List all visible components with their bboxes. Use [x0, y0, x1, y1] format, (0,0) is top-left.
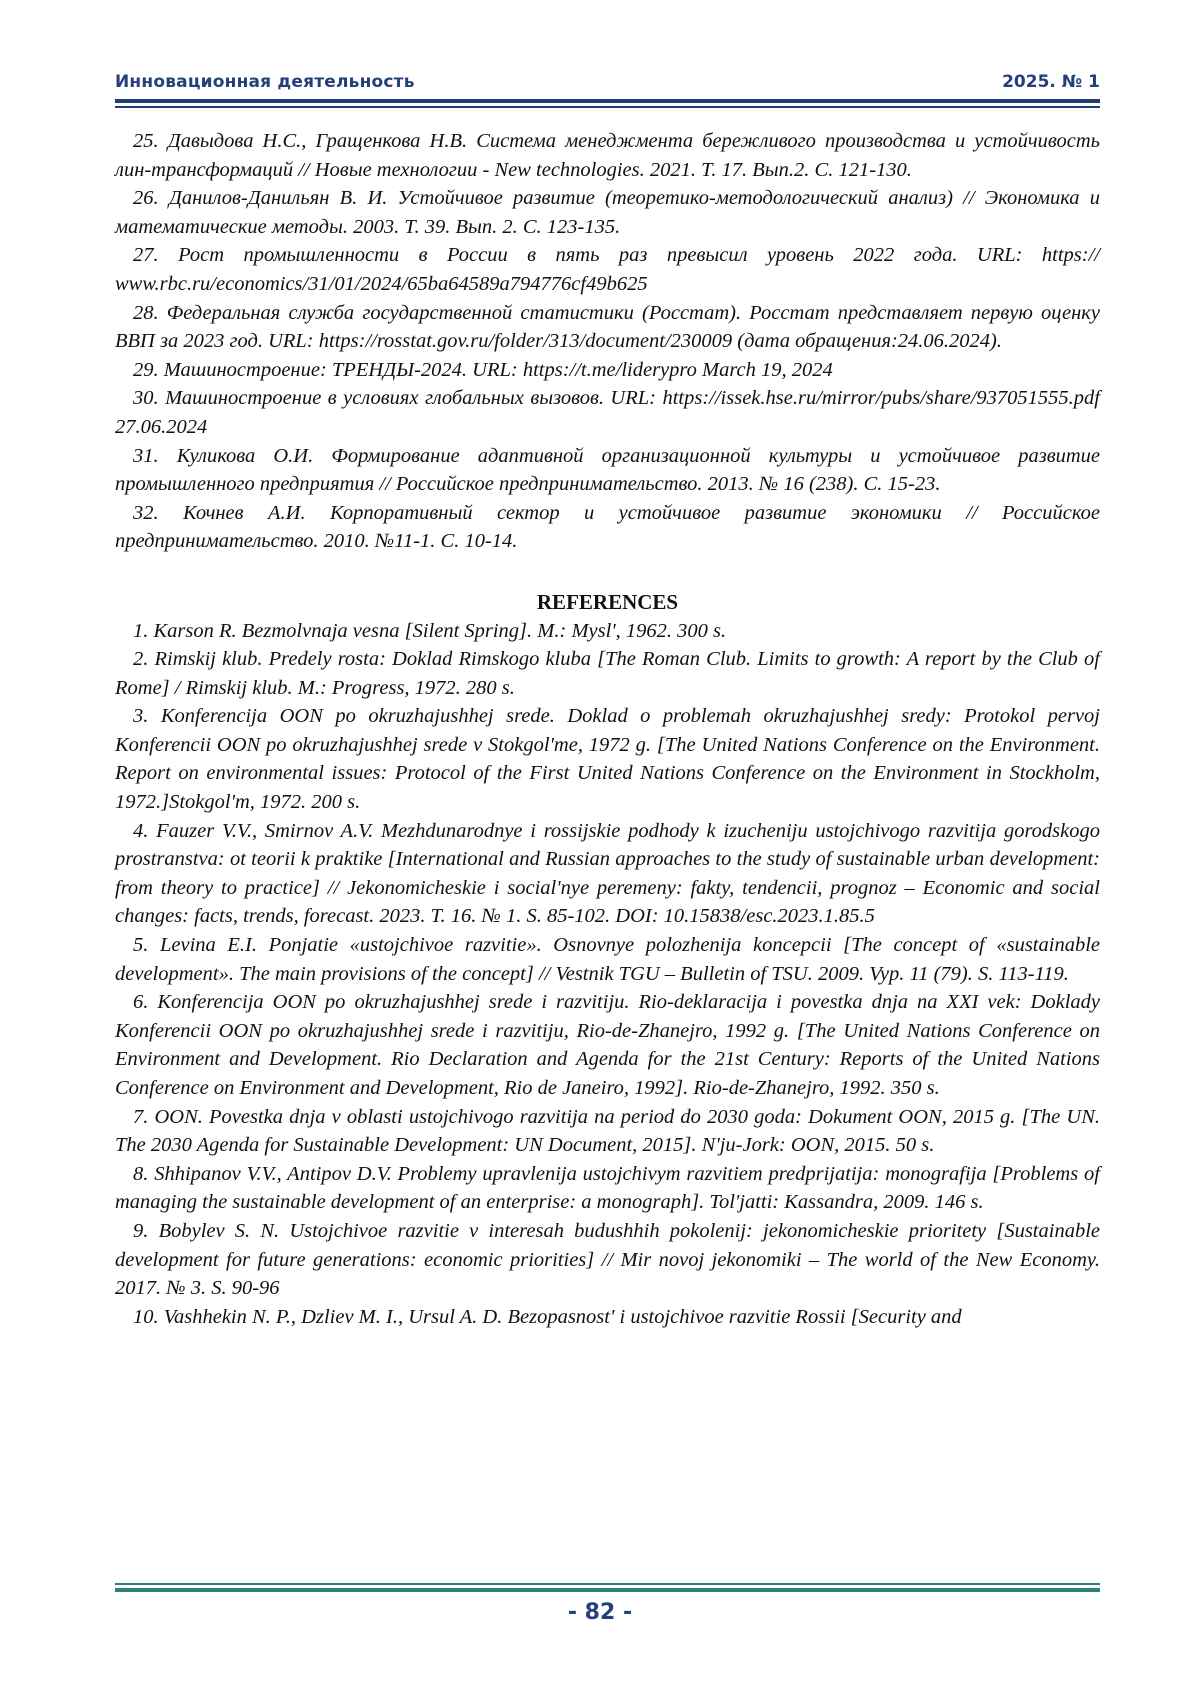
footer-rule-thick [115, 1588, 1100, 1592]
reference-item-en-6: 6. Konferencija OON po okruzhajushhej srede i razvitiju. Rio-deklaracija i povestka dnja na XXI vek: Doklady Konferencii OON po okruzhajushhej srede i razvitiju, Rio-de-Zhanejro, 1992 g. [The United Nations Conference on Environment and Development. Rio Declaration and Agenda for the 21st Century: Reports of the United Nations Conference on Environment and Development, Rio de Janeiro, 1992]. Rio-de-Zhanejro, 1992. 350 s. [115, 991, 1100, 1099]
reference-item-en-2: 2. Rimskij klub. Predely rosta: Doklad Rimskogo kluba [The Roman Club. Limits to growth: A report by the Club of Rome] / Rimskij klub. M.: Progress, 1972. 280 s. [115, 648, 1100, 699]
references-heading: REFERENCES [536, 589, 679, 614]
reference-item-en-5: 5. Levina E.I. Ponjatie «ustojchivoe razvitie». Osnovnye polozhenija koncepcii [The concept of «sustainable development». The main provisions of the concept] // Vestnik TGU – Bulletin of TSU. 2009. Vyp. 11 (79). S. 113-119. [115, 934, 1100, 985]
page-number: - 82 - [567, 1600, 633, 1625]
reference-item-ru-26: 26. Данилов-Данильян В. И. Устойчивое развитие (теоретико-методологический анализ) // Экономика и математические методы. 2003. Т. 39. Вып. 2. С. 123-135. [115, 187, 1100, 238]
reference-item-en-10: 10. Vashhekin N. P., Dzliev M. I., Ursul A. D. Bezopasnost' i ustojchivoe razvitie Rossii [Security and [133, 1305, 962, 1328]
footer-rule-thin [115, 1583, 1100, 1585]
reference-item-en-3: 3. Konferencija OON po okruzhajushhej srede. Doklad o problemah okruzhajushhej sredy: Protokol pervoj Konferencii OON po okruzhajushhej srede v Stokgol'me, 1972 g. [The United Nations Conference on the Environment. Report on environmental issues: Protocol of the First United Nations Conference on the Environment in Stockholm, 1972.]Stokgol'm, 1972. 200 s. [115, 705, 1100, 814]
journal-title: Инновационная деятельность [115, 72, 415, 92]
reference-item-ru-31: 31. Куликова О.И. Формирование адаптивной организационной культуры и устойчивое развитие промышленного предприятия // Российское предпринимательство. 2013. № 16 (238). С. 15-23. [115, 444, 1100, 496]
header-rule-thick [115, 99, 1100, 103]
reference-item-ru-27: 27. Рост промышленности в России в пять раз превысил уровень 2022 года. URL: https:// www.rbc.ru/economics/31/01/2024/65ba64589a794776cf49b625 [115, 244, 1100, 295]
issue-number: 2025. № 1 [1002, 72, 1100, 92]
running-header [115, 72, 1100, 94]
reference-item-ru-32: 32. Кочнев А.И. Корпоративный сектор и устойчивое развитие экономики // Российское предпринимательство. 2010. №11-1. С. 10-14. [115, 501, 1100, 553]
reference-item-en-8: 8. Shhipanov V.V., Antipov D.V. Problemy upravlenija ustojchivym razvitiem predprijatija: monografija [Problems of managing the sustainable development of an enterprise: a monograph]. Tol'jatti: Kassandra, 2009. 146 s. [115, 1162, 1100, 1214]
reference-item-en-9: 9. Bobylev S. N. Ustojchivoe razvitie v interesah budushhih pokolenij: jekonomicheskie prioritety [Sustainable development for future generations: economic priorities] // Mir novoj jekonomiki – The world of the New Economy. 2017. № 3. S. 90-96 [115, 1219, 1100, 1300]
reference-item-ru-29: 29. Машиностроение: ТРЕНДЫ-2024. URL: https://t.me/liderypro March 19, 2024 [133, 358, 833, 381]
header-rule-thin [115, 106, 1100, 108]
reference-item-en-7: 7. OON. Povestka dnja v oblasti ustojchivogo razvitija na period do 2030 goda: Dokument OON, 2015 g. [The UN. The 2030 Agenda for Sustainable Development: UN Document, 2015]. N'ju-Jork: OON, 2015. 50 s. [115, 1105, 1100, 1157]
reference-item-en-1: 1. Karson R. Bezmolvnaja vesna [Silent Spring]. M.: Mysl', 1962. 300 s. [133, 619, 727, 642]
reference-item-ru-28: 28. Федеральная служба государственной статистики (Росстат). Росстат представляет первую оценку ВВП за 2023 год. URL: https://rosstat.gov.ru/folder/313/document/230009 (дата обращения:24.06.2024). [115, 301, 1100, 353]
reference-item-en-4: 4. Fauzer V.V., Smirnov A.V. Mezhdunarodnye i rossijskie podhody k izucheniju ustojchivogo razvitija gorodskogo prostranstva: ot teorii k praktike [International and Russian approaches to the study of sustainable urban development: from theory to practice] // Jekonomicheskie i social'nye peremeny: fakty, tendencii, prognoz – Economic and social changes: facts, trends, forecast. 2023. T. 16. № 1. S. 85-102. DOI: 10.15838/esc.2023.1.85.5 [115, 819, 1100, 928]
reference-item-ru-30: 30. Машиностроение в условиях глобальных вызовов. URL: https://issek.hse.ru/mirror/pubs/share/937051555.pdf 27.06.2024 [115, 387, 1100, 438]
reference-list [115, 127, 1100, 1331]
reference-item-ru-25: 25. Давыдова Н.С., Гращенкова Н.В. Система менеджмента бережливого производства и устойчивость лин-трансформаций // Новые технологии - New technologies. 2021. Т. 17. Вып.2. С. 121-130. [115, 130, 1100, 181]
